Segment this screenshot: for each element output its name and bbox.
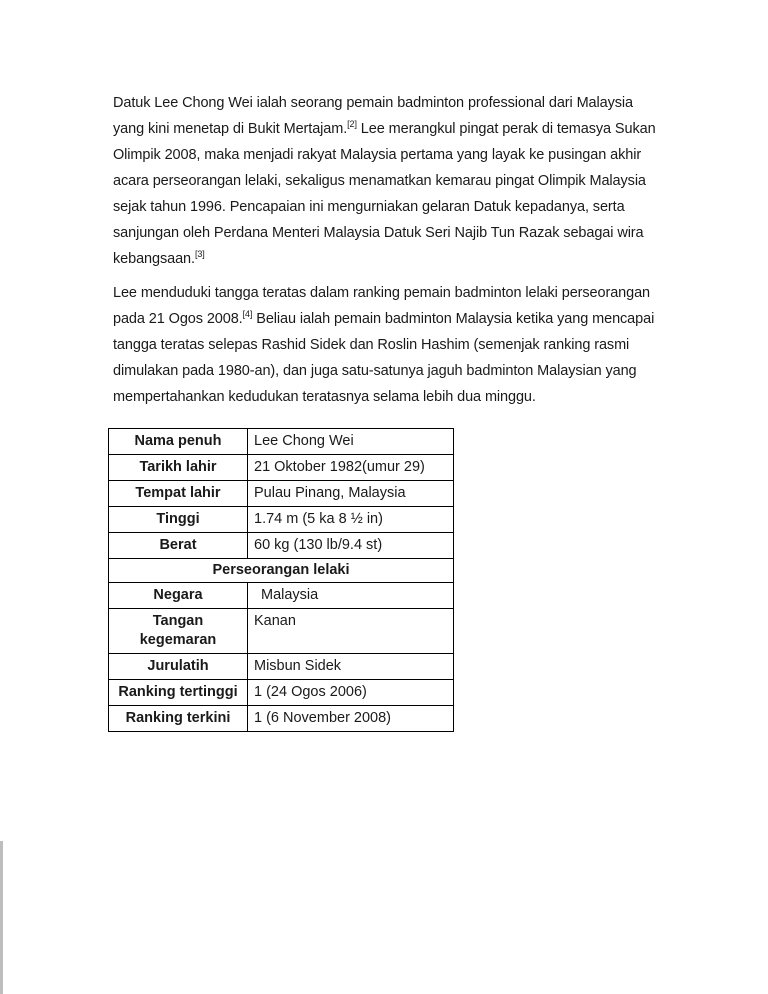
reference-2: [2] — [347, 119, 357, 130]
table-row — [109, 680, 454, 706]
reference-4: [4] — [242, 309, 253, 320]
table-row — [109, 706, 454, 732]
paragraph-ranking — [113, 280, 661, 410]
paragraph-intro — [113, 90, 661, 272]
table-row — [109, 455, 454, 481]
table-row — [109, 533, 454, 559]
infobox-value-jurulatih: Misbun Sidek — [248, 654, 454, 680]
table-section-row — [109, 559, 454, 583]
infobox-value-berat: 60 kg (130 lb/9.4 st) — [248, 533, 454, 559]
infobox-section-header: Perseorangan lelaki — [109, 559, 454, 583]
infobox-label-ranking-terkini: Ranking terkini — [109, 706, 248, 732]
reference-3: [3] — [194, 249, 205, 260]
infobox-label-tarikh-lahir: Tarikh lahir — [109, 455, 248, 481]
infobox-label-tangan-kegemaran: Tangan kegemaran — [109, 609, 248, 654]
table-row — [109, 583, 454, 609]
table-row — [109, 429, 454, 455]
table-row — [109, 609, 454, 654]
document-content — [113, 90, 661, 732]
infobox-value-negara: Malaysia — [248, 583, 454, 609]
infobox-label-jurulatih: Jurulatih — [109, 654, 248, 680]
infobox-label-tinggi: Tinggi — [109, 507, 248, 533]
infobox-label-ranking-tertinggi: Ranking tertinggi — [109, 680, 248, 706]
infobox-label-negara: Negara — [109, 583, 248, 609]
infobox-label-nama-penuh: Nama penuh — [109, 429, 248, 455]
infobox-table — [108, 428, 454, 732]
infobox-value-tarikh-lahir: 21 Oktober 1982(umur 29) — [248, 455, 454, 481]
table-row — [109, 481, 454, 507]
infobox-value-ranking-terkini: 1 (6 November 2008) — [248, 706, 454, 732]
paragraph-intro-text-b: Lee merangkul pingat perak di temasya Sukan Olimpik 2008, maka menjadi rakyat Malaysia pertama yang layak ke pusingan akhir acara perseorangan lelaki, sekaligus menamatkan kemarau pingat Olimpik Malaysia sejak tahun 1996. Pencapaian ini mengurniakan gelaran Datuk kepadanya, serta sanjungan oleh Perdana Menteri Malaysia Datuk Seri Najib Tun Razak sebagai wira kebangsaan. — [113, 121, 656, 267]
paragraph-ranking-text-b: Beliau ialah pemain badminton Malaysia ketika yang mencapai tangga teratas selepas Rashid Sidek dan Roslin Hashim (semenjak ranking rasmi dimulakan pada 1980-an), dan juga satu-satunya jaguh badminton Malaysian yang mempertahankan kedudukan teratasnya selama lebih dua minggu. — [113, 311, 655, 405]
table-row — [109, 654, 454, 680]
infobox-label-tempat-lahir: Tempat lahir — [109, 481, 248, 507]
paragraph-ranking-text-a: Lee menduduki tangga teratas dalam ranking pemain badminton lelaki perseorangan pada 21 Ogos 2008. — [113, 285, 651, 327]
infobox-value-tangan-kegemaran: Kanan — [248, 609, 454, 654]
scan-edge-artifact — [0, 841, 3, 994]
infobox-label-berat: Berat — [109, 533, 248, 559]
table-row — [109, 507, 454, 533]
infobox-value-tempat-lahir: Pulau Pinang, Malaysia — [248, 481, 454, 507]
infobox-value-nama-penuh: Lee Chong Wei — [248, 429, 454, 455]
infobox-value-tinggi: 1.74 m (5 ka 8 ½ in) — [248, 507, 454, 533]
paragraph-intro-text-a: Datuk Lee Chong Wei ialah seorang pemain badminton professional dari Malaysia yang kini menetap di Bukit Mertajam. — [113, 95, 633, 137]
infobox-value-ranking-tertinggi: 1 (24 Ogos 2006) — [248, 680, 454, 706]
